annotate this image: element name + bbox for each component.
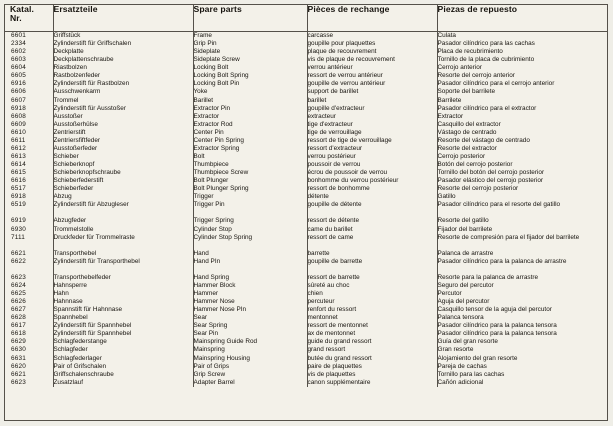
row-line-num: 6607: [11, 96, 27, 104]
row-line-de: Hahnnase: [53, 298, 83, 306]
row-line-en: Extractor: [193, 112, 220, 120]
row-line-fr: écrou de poussoir de verrou: [307, 169, 388, 177]
row-line-num: 6628: [11, 314, 27, 322]
row-line-num: 6606: [11, 88, 27, 96]
row-line-es: Casquillo del extractor: [437, 120, 501, 128]
cell-catalog-numbers: [5, 32, 53, 387]
row-line-es: Barrilete: [437, 96, 462, 104]
row-line-fr: ax de mentonnet: [307, 330, 356, 338]
row-line-fr: ressort de mentonnet: [307, 322, 368, 330]
row-line-de: Zylinderstift für Griffschalen: [53, 40, 132, 48]
row-line-en: Locking Bolt Spring: [193, 72, 249, 80]
row-line-es: Cañón adicional: [437, 378, 484, 386]
row-line-num: 6519: [11, 201, 27, 209]
row-line-fr: goupille de barrette: [307, 257, 363, 265]
row-line-es: Casquillo tensor de la aguja del percutor: [437, 306, 552, 314]
row-line-num: 6625: [11, 290, 27, 297]
row-line-en: Cylinder Stop: [193, 225, 232, 233]
row-line-es: Percutor: [437, 290, 462, 297]
row-line-es: Cerrojo posterior: [437, 152, 486, 160]
row-line-de: Spannstift für Hahnnase: [53, 306, 123, 314]
row-line-num: 6616: [11, 177, 27, 185]
row-line-es: Resorte del gatillo: [437, 217, 489, 225]
row-line-de: Riastbolzen: [53, 64, 87, 72]
row-line-fr: carcasse: [307, 32, 334, 39]
row-line-en: Hammer Nose: [193, 298, 235, 306]
row-line-num: 6601: [11, 32, 27, 39]
row-line-num: 6517: [11, 185, 27, 193]
row-line-es: Pasador cilíndrico para las cachas: [437, 40, 535, 48]
row-line-de: Schlagfederstange: [53, 338, 107, 346]
row-line-en: Pair of Grips: [193, 362, 230, 370]
row-line-de: Abzug: [53, 193, 72, 201]
row-line-es: Pareja de cachas: [437, 362, 487, 370]
row-line-fr: extracteur: [307, 112, 336, 120]
row-line-num: 6614: [11, 161, 27, 168]
cell-english-names: [193, 32, 307, 387]
row-line-de: Zylinderstift für Transporthebel: [53, 257, 140, 265]
row-line-fr: canon supplémentaire: [307, 378, 371, 386]
row-line-de: Trommel: [53, 96, 79, 104]
row-line-num: 6621: [11, 370, 27, 378]
row-line-es: Soporte del barrilete: [437, 88, 496, 96]
row-line-de: Trommelstolle: [53, 225, 94, 233]
cell-spanish-names: [437, 32, 607, 387]
row-line-num: 2334: [11, 40, 27, 48]
row-line-fr: grand ressort: [307, 346, 346, 354]
row-line-en: Sideplate: [193, 48, 221, 56]
row-line-num: 6930: [11, 225, 27, 233]
row-line-de: Zentriersfiftfeder: [53, 136, 101, 144]
row-line-fr: bonhomme du verrou postérieur: [307, 177, 399, 185]
row-line-es: Alojamiento del gran resorte: [437, 354, 518, 362]
row-line-num: 6627: [11, 306, 27, 314]
row-line-fr: came du barillet: [307, 225, 353, 233]
row-line-de: Schieber: [53, 152, 79, 160]
row-line-es: Pasador elástico del cerrojo posterior: [437, 177, 543, 185]
row-line-num: 6617: [11, 322, 27, 330]
row-line-de: Pair of Grifschalen: [53, 362, 107, 370]
row-line-fr: barrette: [307, 249, 330, 257]
table-header-row: [5, 5, 607, 32]
row-line-es: Pasador cilíndrico para el resorte del gatillo: [437, 201, 561, 209]
row-line-es: Resorte del vástago de centrado: [437, 136, 530, 144]
row-line-de: Schlagfederlager: [53, 354, 102, 362]
row-line-de: Deckplattenschraube: [53, 56, 114, 64]
row-line-de: Deckplatte: [53, 48, 84, 56]
row-line-en: Hand PIn: [193, 257, 221, 265]
row-line-es: Botón del cerrojo posterior: [437, 161, 513, 168]
row-line-es: Pasador cilíndrico para la palanca tensora: [437, 322, 557, 330]
row-line-es: Pasador cilíndrico para el cerrojo anterior: [437, 80, 555, 88]
row-line-de: Hahnsperre: [53, 281, 87, 289]
row-line-en: Barillet: [193, 96, 214, 104]
row-line-es: Aguja del percutor: [437, 298, 490, 306]
row-line-fr: vis de plaque de recouvrement: [307, 56, 395, 64]
row-line-es: Palanca tensora: [437, 314, 484, 322]
row-line-num: 6613: [11, 152, 27, 160]
row-line-de: Griffschalenschraube: [53, 370, 114, 378]
parts-table: [5, 5, 607, 387]
row-line-num: 6621: [11, 249, 27, 257]
row-line-en: Bolt Plunger: [193, 177, 229, 185]
row-line-de: Zentrierstift: [53, 128, 86, 136]
row-line-es: Seguro del percutor: [437, 281, 494, 289]
row-line-fr: ressort d'extracteur: [307, 144, 362, 152]
row-line-num: 6609: [11, 120, 27, 128]
column-header-german: Ersatzteile: [53, 5, 193, 32]
cell-german-names: [53, 32, 193, 387]
row-line-es: Gran resorte: [437, 346, 474, 354]
column-header-catalog-number: [5, 5, 53, 32]
row-line-fr: goupille de détente: [307, 201, 362, 209]
row-line-fr: ressort de bonhomme: [307, 185, 370, 193]
row-line-de: Schieberfeder: [53, 185, 94, 193]
row-line-en: Center Pin: [193, 128, 224, 136]
row-line-en: Sear: [193, 314, 207, 322]
row-line-num: 6615: [11, 169, 27, 177]
row-line-fr: ressort de verrou antérieur: [307, 72, 383, 80]
row-line-fr: goupille de verrou antérieur: [307, 80, 386, 88]
row-line-en: Bolt: [193, 152, 205, 160]
row-line-es: Tornillo para las cachas: [437, 370, 505, 378]
row-line-es: Guía del gran resorte: [437, 338, 498, 346]
row-line-num: 6630: [11, 346, 27, 354]
row-line-num: 6611: [11, 136, 26, 144]
row-line-de: Ausschwenkarm: [53, 88, 101, 96]
table-row: [5, 32, 607, 387]
row-line-de: Zylinderstift für Spannhebel: [53, 330, 132, 338]
row-line-en: Trigger: [193, 193, 214, 201]
row-line-es: Culata: [437, 32, 456, 39]
row-line-en: Yoke: [193, 88, 208, 96]
row-line-es: Resorte de compresión para el fijador del barrilete: [437, 233, 580, 241]
column-header-spanish: Piezas de repuesto: [437, 5, 607, 32]
row-line-num: 6919: [11, 217, 27, 225]
row-line-es: Resorte del cerrojo posterior: [437, 185, 519, 193]
row-line-fr: sûreté au choc: [307, 281, 350, 289]
row-line-num: 6916: [11, 80, 27, 88]
row-line-de: Zylinderstift für Abzugleser: [53, 201, 129, 209]
row-line-es: Placa de recubrimiento: [437, 48, 503, 56]
row-line-de: Abzugfeder: [53, 217, 87, 225]
row-line-en: Hammer Nose PIn: [193, 306, 247, 314]
row-line-fr: vis de plaquettes: [307, 370, 356, 378]
row-line-es: Pasador cilíndrico para la palanca de arrastre: [437, 257, 567, 265]
row-line-fr: ressort de tige de verrouillage: [307, 136, 392, 144]
row-line-fr: ressort de détente: [307, 217, 360, 225]
row-line-fr: goupille pour plaquettes: [307, 40, 376, 48]
row-line-en: Extractor Spring: [193, 144, 240, 152]
row-line-es: Tornillo de la placa de cubrimiento: [437, 56, 535, 64]
row-line-fr: percuteur: [307, 298, 335, 306]
row-line-es: Palanca de arrastre: [437, 249, 494, 257]
row-line-num: 6620: [11, 362, 27, 370]
row-line-en: Extractor Rod: [193, 120, 233, 128]
row-line-en: Cylinder Stop Spring: [193, 233, 253, 241]
row-line-de: Transporthebel: [53, 249, 97, 257]
row-line-en: Adapter Barrel: [193, 378, 235, 386]
row-line-en: Hammer Block: [193, 281, 236, 289]
row-line-num: 6631: [11, 354, 27, 362]
row-line-num: 7111: [11, 233, 26, 241]
row-line-fr: support de barillet: [307, 88, 359, 96]
row-line-de: Ausstoßerfeder: [53, 144, 98, 152]
row-line-num: 6605: [11, 72, 27, 80]
row-line-fr: guide du grand ressort: [307, 338, 372, 346]
row-line-en: Locking Bolt: [193, 64, 229, 72]
row-line-es: Cerrojo anterior: [437, 64, 482, 72]
row-line-es: Tornillo del botón del cerrojo posterior: [437, 169, 545, 177]
row-line-en: Mainspring Guide Rod: [193, 338, 258, 346]
row-line-de: Schieberknopf: [53, 161, 95, 168]
row-line-num: 6623: [11, 378, 27, 386]
row-line-en: Thumbpiece Screw: [193, 169, 249, 177]
cell-french-names: [307, 32, 437, 387]
row-line-en: Extractor Pin: [193, 104, 231, 112]
row-line-de: Hahn: [53, 290, 69, 297]
row-line-es: Extractor: [437, 112, 464, 120]
row-line-de: Zylinderstift für Rastbolzen: [53, 80, 130, 88]
row-line-fr: paire de plaquettes: [307, 362, 362, 370]
row-line-de: Transporthebelfeder: [53, 273, 111, 281]
row-line-num: 6629: [11, 338, 27, 346]
row-line-fr: verrou antérieur: [307, 64, 353, 72]
row-line-fr: goupille d'extracteur: [307, 104, 365, 112]
row-line-en: Hammer: [193, 290, 218, 297]
row-line-num: 6624: [11, 281, 27, 289]
row-line-fr: renfort du ressort: [307, 306, 357, 314]
row-line-num: 6918: [11, 193, 27, 201]
row-line-de: Rastbolzenfeder: [53, 72, 101, 80]
row-line-de: Griffstück: [53, 32, 81, 39]
row-line-de: Druckfeder für Trommelraste: [53, 233, 135, 241]
row-line-fr: chien: [307, 290, 323, 297]
row-line-en: Center Pin Spring: [193, 136, 244, 144]
row-line-es: Resorte para la palanca de arrastre: [437, 273, 539, 281]
row-line-en: Bolt Plunger Spring: [193, 185, 249, 193]
row-line-en: Thumbpiece: [193, 161, 229, 168]
parts-table-sheet: [4, 4, 608, 421]
row-line-fr: tige d'extracteur: [307, 120, 353, 128]
row-line-en: Sear Spring: [193, 322, 228, 330]
row-line-en: Grip Pin: [193, 40, 217, 48]
row-line-fr: poussoir de verrou: [307, 161, 361, 168]
row-line-en: Mainspring: [193, 346, 225, 354]
row-line-fr: tige de verrouillage: [307, 128, 362, 136]
row-line-en: Grip Screw: [193, 370, 226, 378]
row-line-en: Sear Pin: [193, 330, 219, 338]
row-line-num: 6612: [11, 144, 27, 152]
row-line-fr: verrou postérieur: [307, 152, 356, 160]
column-header-english: Spare parts: [193, 5, 307, 32]
row-line-de: Ausstoßerhülse: [53, 120, 98, 128]
row-line-num: 6623: [11, 273, 27, 281]
row-line-es: Pasador cilíndrico para el extractor: [437, 104, 537, 112]
row-line-num: 6626: [11, 298, 27, 306]
row-line-fr: détente: [307, 193, 329, 201]
row-line-de: Schlagfeder: [53, 346, 88, 354]
row-line-en: Trigger Pin: [193, 201, 225, 209]
row-line-num: 6610: [11, 128, 27, 136]
row-line-de: Ausstoßer: [53, 112, 83, 120]
catalog-header-line1: Katal.: [10, 4, 35, 14]
row-line-num: 6622: [11, 257, 27, 265]
row-line-de: Schieberknopfschraube: [53, 169, 121, 177]
row-line-es: Vástago de centrado: [437, 128, 497, 136]
row-line-es: Resorte del extractor: [437, 144, 497, 152]
row-line-de: Zusatzlauf: [53, 378, 83, 386]
row-line-es: Gatillo: [437, 193, 456, 201]
row-line-fr: butée du grand ressort: [307, 354, 372, 362]
row-line-es: Pasador cilíndrico para la palanca tensora: [437, 330, 557, 338]
row-line-en: Mainspring Housing: [193, 354, 250, 362]
row-line-num: 6602: [11, 48, 27, 56]
table-body: [5, 32, 607, 387]
row-line-fr: ressort de barrette: [307, 273, 360, 281]
row-line-num: 6603: [11, 56, 27, 64]
row-line-fr: barillet: [307, 96, 327, 104]
row-line-fr: mentonnet: [307, 314, 338, 322]
row-line-de: Spannhebel: [53, 314, 88, 322]
row-line-en: Locking Bolt Pin: [193, 80, 240, 88]
row-line-fr: plaque de recouvrement: [307, 48, 377, 56]
row-line-num: 6618: [11, 330, 27, 338]
row-line-en: Trigger Spring: [193, 217, 234, 225]
row-line-en: Frame: [193, 32, 212, 39]
row-line-de: Zylinderstift für Ausstoßer: [53, 104, 126, 112]
row-line-en: Hand: [193, 249, 209, 257]
row-line-num: 6608: [11, 112, 27, 120]
row-line-num: 6604: [11, 64, 27, 72]
row-line-de: Zylinderstift für Spannhebel: [53, 322, 132, 330]
row-line-es: Fijador del barrilete: [437, 225, 493, 233]
catalog-header-line2: Nr.: [10, 13, 22, 24]
row-line-fr: ressort de came: [307, 233, 354, 241]
row-line-es: Resorte del cerrojo anterior: [437, 72, 515, 80]
row-line-en: Hand Spring: [193, 273, 230, 281]
row-line-de: Schieberfederstift: [53, 177, 104, 185]
row-line-num: 6918: [11, 104, 27, 112]
column-header-french: Pièces de rechange: [307, 5, 437, 32]
row-line-en: Sideplate Screw: [193, 56, 240, 64]
